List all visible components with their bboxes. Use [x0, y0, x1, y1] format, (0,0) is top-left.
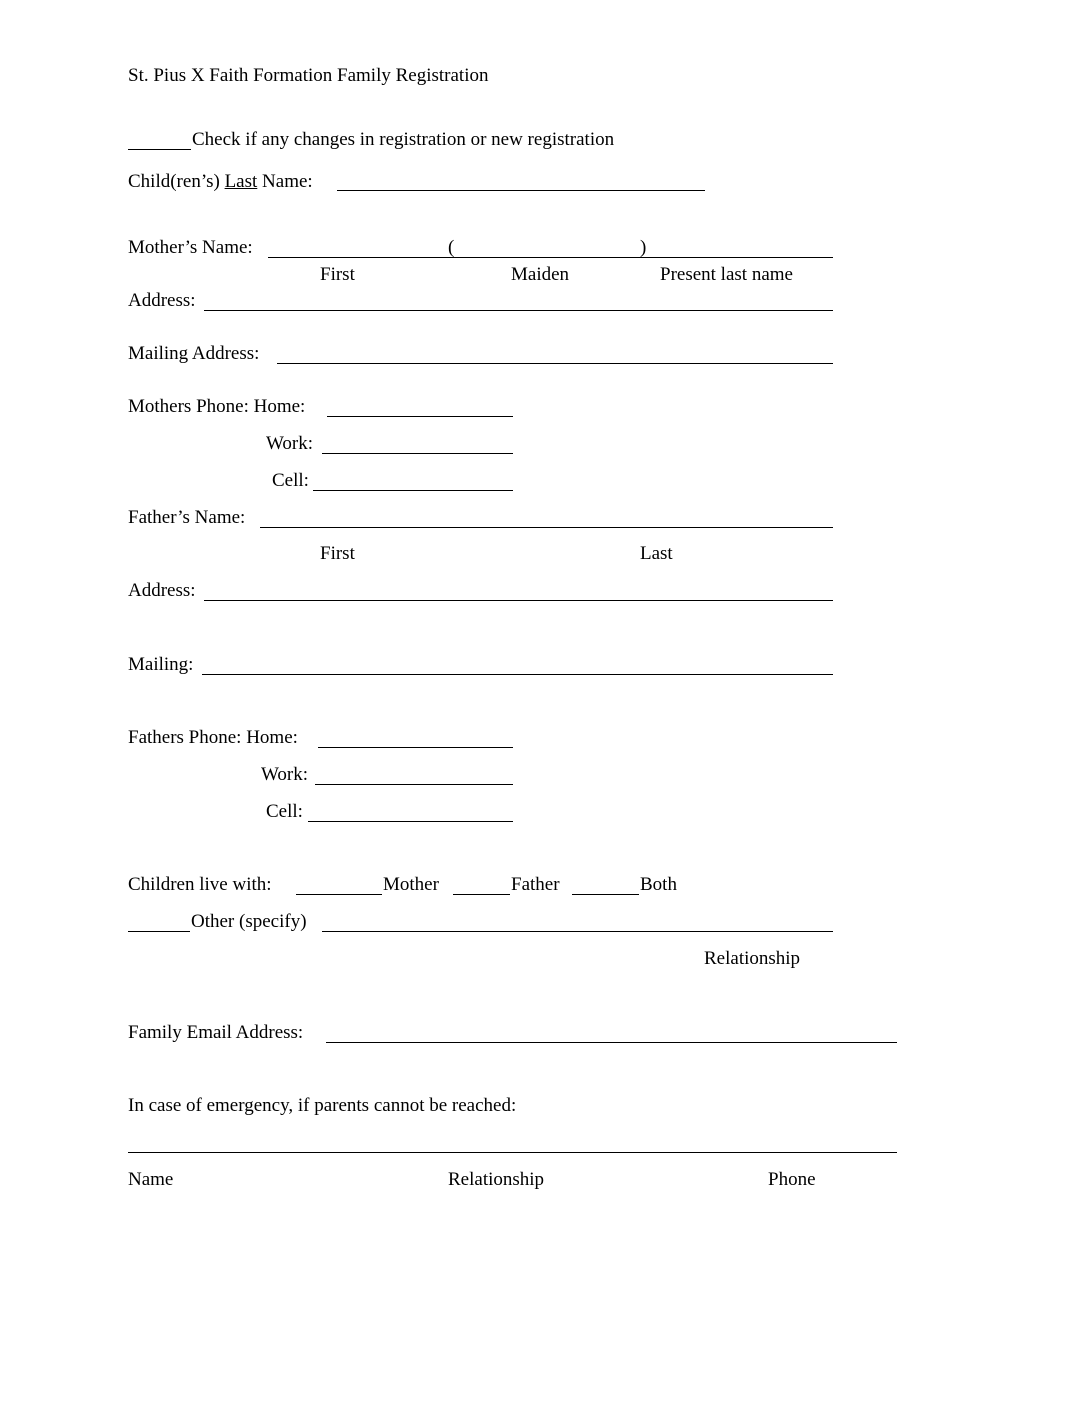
emergency-label: In case of emergency, if parents cannot be reached: [128, 1095, 517, 1116]
live-with-relationship: Relationship [704, 948, 801, 969]
mother-sub-first: First [320, 264, 355, 285]
mother-phone-work-label: Work: [266, 433, 314, 454]
mother-phone-home-field[interactable] [327, 416, 513, 417]
emergency-col-relationship: Relationship [448, 1169, 545, 1190]
mother-phone-work-field[interactable] [322, 453, 513, 454]
live-with-other-blank[interactable] [128, 931, 190, 932]
father-phone-home-label: Fathers Phone: Home: [128, 727, 298, 748]
live-with-both-blank[interactable] [572, 894, 639, 895]
children-last-name-label [128, 171, 313, 193]
live-with-father: Father [511, 874, 560, 895]
children-last-suffix: Name: [257, 171, 313, 192]
father-sub-first: First [320, 543, 355, 564]
mother-sub-maiden: Maiden [511, 264, 570, 285]
live-with-both: Both [640, 874, 677, 895]
live-with-mother: Mother [383, 874, 439, 895]
check-changes-label: Check if any changes in registration or new registration [192, 129, 615, 150]
mother-mailing-label: Mailing Address: [128, 343, 260, 364]
mother-paren-open: ( [448, 237, 455, 258]
live-with-mother-blank[interactable] [296, 894, 382, 895]
mother-name-label: Mother’s Name: [128, 237, 253, 258]
father-phone-cell-field[interactable] [308, 821, 513, 822]
father-address-label: Address: [128, 580, 196, 601]
mother-phone-cell-field[interactable] [313, 490, 513, 491]
father-name-field[interactable] [260, 527, 833, 528]
father-name-label: Father’s Name: [128, 507, 246, 528]
children-last-prefix: Child(ren’s) [128, 171, 225, 192]
father-phone-work-field[interactable] [315, 784, 513, 785]
emergency-col-phone: Phone [768, 1169, 816, 1190]
email-label: Family Email Address: [128, 1022, 304, 1043]
mother-sub-present: Present last name [660, 264, 793, 285]
mother-paren-close: ) [640, 237, 647, 258]
mother-address-field[interactable] [204, 310, 833, 311]
mother-phone-cell-label: Cell: [272, 470, 309, 491]
mother-phone-home-label: Mothers Phone: Home: [128, 396, 306, 417]
father-mailing-field[interactable] [202, 674, 833, 675]
mother-mailing-field[interactable] [277, 363, 833, 364]
children-last-underlined: Last [224, 171, 258, 192]
live-with-other-label: Other (specify) [191, 911, 307, 932]
live-with-other-field[interactable] [322, 931, 833, 932]
check-changes-blank[interactable] [128, 149, 191, 150]
father-sub-last: Last [640, 543, 673, 564]
father-phone-cell-label: Cell: [266, 801, 303, 822]
mother-address-label: Address: [128, 290, 196, 311]
father-mailing-label: Mailing: [128, 654, 194, 675]
form-title: St. Pius X Faith Formation Family Registration [128, 65, 489, 86]
live-with-father-blank[interactable] [453, 894, 510, 895]
children-last-name-field[interactable] [337, 190, 705, 191]
father-address-field[interactable] [204, 600, 833, 601]
live-with-label: Children live with: [128, 874, 272, 895]
emergency-col-name: Name [128, 1169, 174, 1190]
emergency-contact-field[interactable] [128, 1152, 897, 1153]
email-field[interactable] [326, 1042, 897, 1043]
mother-name-field[interactable] [268, 257, 833, 258]
father-phone-home-field[interactable] [318, 747, 513, 748]
father-phone-work-label: Work: [261, 764, 309, 785]
